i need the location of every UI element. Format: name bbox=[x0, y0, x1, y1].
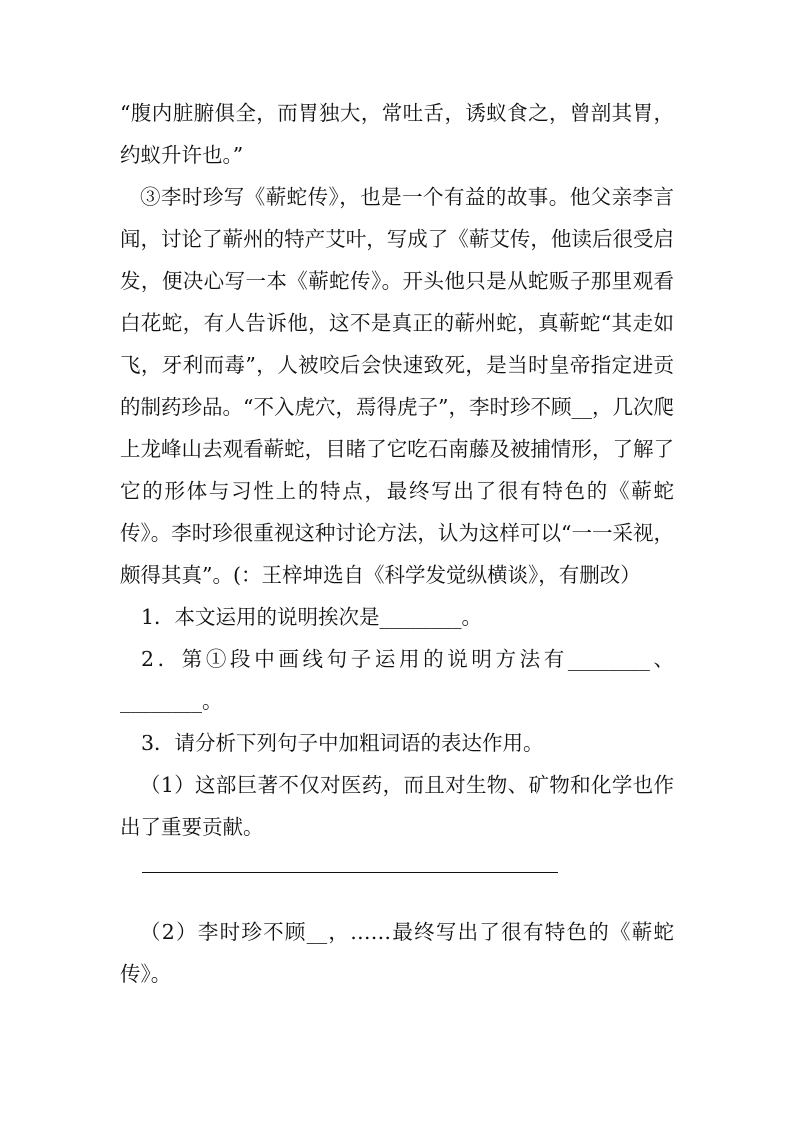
quote-paragraph: “腹内脏腑俱全，而胃独大，常吐舌，诱蚁食之，曾剖其胃，约蚁升许也。” bbox=[120, 101, 674, 167]
answer-line[interactable] bbox=[142, 872, 558, 911]
story-paragraph: ③李时珍写《蕲蛇传》，也是一个有益的故事。他父亲李言闻，讨论了蕲州的特产艾叶，写成了《蕲艾传，他读后很受启发，便决心写一本《蕲蛇传》。开头他只是从蛇贩子那里观看白花蛇，有人告诉他，这不是真正的蕲州蛇，真蕲蛇“其走如飞，牙利而毒”，人被咬后会快速致死，是当时皇帝指定进贡的制药珍品。“不入虎穴，焉得虎子”，李时珍不顾__，几次爬上龙峰山去观看蕲蛇，目睹了它吃石南藤及被捕情形，了解了它的形体与习性上的特点，最终写出了很有特色的《蕲蛇传》。李时珍很重视这种讨论方法，认为这样可以“一一采视，颇得其真”。(：王梓坤选自《科学发觉纵横谈》，有删改） bbox=[120, 185, 674, 587]
question-3-part-2: （2）李时珍不顾__，……最终写出了很有特色的《蕲蛇传》。 bbox=[120, 920, 674, 986]
question-3: 3．请分析下列句子中加粗词语的表达作用。 bbox=[141, 731, 544, 755]
document-content bbox=[120, 92, 674, 995]
question-1: 1．本文运用的说明挨次是________。 bbox=[141, 605, 483, 629]
question-2: 2．第①段中画线句子运用的说明方法有________、________。 bbox=[120, 647, 674, 713]
question-3-part-1: （1）这部巨著不仅对医药，而且对生物、矿物和化学也作出了重要贡献。 bbox=[120, 773, 674, 839]
